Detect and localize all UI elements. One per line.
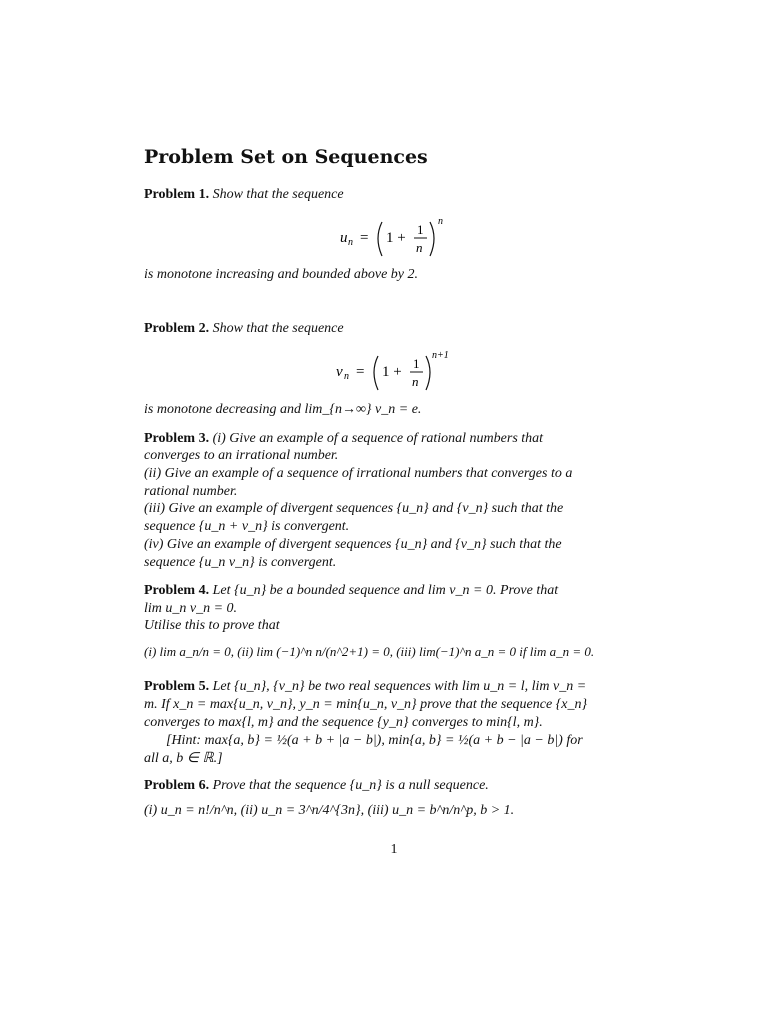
problem-3-line-8: sequence {u_n v_n} is convergent. bbox=[144, 555, 337, 570]
problem-3-line-7: (iv) Give an example of divergent sequences {u_n} and {v_n} such that the bbox=[144, 537, 562, 552]
svg-text:n: n bbox=[344, 371, 349, 382]
problem-5-line-3: converges to max{l, m} and the sequence {y_n} converges to min{l, m}. bbox=[144, 715, 543, 730]
problem-3-line-3: (ii) Give an example of a sequence of irrational numbers that converges to a bbox=[144, 466, 573, 481]
problem-6-line-2: (i) u_n = n!/n^n, (ii) u_n = 3^n/4^{3n}, (iii) u_n = b^n/n^p, b > 1. bbox=[144, 803, 515, 818]
problem-5-line-1: Let {u_n}, {v_n} be two real sequences with lim u_n = l, lim v_n = bbox=[212, 679, 587, 694]
svg-text:n+1: n+1 bbox=[432, 350, 449, 361]
problem-2-label: Problem 2. bbox=[144, 321, 210, 336]
svg-text:=: = bbox=[360, 230, 369, 246]
svg-text:=: = bbox=[356, 364, 365, 380]
problem-4-line-2: lim u_n v_n = 0. bbox=[144, 601, 238, 616]
svg-text:1 +: 1 + bbox=[382, 364, 402, 380]
problem-1-line-2: is monotone increasing and bounded above by 2. bbox=[144, 267, 418, 282]
problem-4-line-3: Utilise this to prove that bbox=[144, 618, 280, 633]
svg-text:n: n bbox=[412, 374, 419, 389]
problem-1-label: Problem 1. bbox=[144, 187, 210, 202]
svg-text:n: n bbox=[438, 216, 443, 227]
problem-5 bbox=[144, 678, 586, 695]
problem-2-line-2: is monotone decreasing and lim_{n→∞} v_n = e. bbox=[144, 402, 422, 417]
problem-4-label: Problem 4. bbox=[144, 583, 210, 598]
page-number: 1 bbox=[390, 842, 398, 857]
problem-5-line-2: m. If x_n = max{u_n, v_n}, y_n = min{u_n, v_n} prove that the sequence {x_n} bbox=[144, 697, 588, 712]
svg-text:v: v bbox=[336, 364, 343, 380]
problem-3-line-6: sequence {u_n + v_n} is convergent. bbox=[144, 519, 350, 534]
problem-3-label: Problem 3. bbox=[144, 431, 210, 446]
problem-5-line-5: all a, b ∈ ℝ.] bbox=[144, 751, 223, 766]
problem-3-line-1: (i) Give an example of a sequence of rational numbers that bbox=[212, 431, 544, 446]
problem-2-line-1: Show that the sequence bbox=[212, 321, 344, 336]
svg-text:n: n bbox=[348, 237, 353, 248]
problem-2-formula bbox=[326, 344, 466, 394]
problem-4-line-4: (i) lim a_n/n = 0, (ii) lim (−1)^n n/(n^2+1) = 0, (iii) lim(−1)^n a_n = 0 if lim a_n = 0. bbox=[144, 644, 595, 659]
problem-4 bbox=[144, 582, 558, 599]
problem-1-line-1: Show that the sequence bbox=[212, 187, 344, 202]
problem-6-label: Problem 6. bbox=[144, 778, 210, 793]
problem-2 bbox=[144, 320, 344, 337]
svg-text:1: 1 bbox=[413, 356, 420, 371]
problem-1 bbox=[144, 186, 344, 203]
problem-6-line-1: Prove that the sequence {u_n} is a null sequence. bbox=[212, 778, 489, 793]
problem-5-label: Problem 5. bbox=[144, 679, 210, 694]
svg-text:n: n bbox=[416, 240, 423, 255]
problem-5-line-4: [Hint: max{a, b} = ½(a + b + |a − b|), min{a, b} = ½(a + b − |a − b|) for bbox=[166, 733, 583, 748]
problem-4-line-1: Let {u_n} be a bounded sequence and lim v_n = 0. Prove that bbox=[212, 583, 559, 598]
problem-3-line-2: converges to an irrational number. bbox=[144, 448, 339, 463]
svg-text:u: u bbox=[340, 230, 348, 246]
problem-1-formula bbox=[330, 210, 460, 260]
problem-3-line-5: (iii) Give an example of divergent sequences {u_n} and {v_n} such that the bbox=[144, 501, 564, 516]
problem-3-line-4: rational number. bbox=[144, 484, 238, 499]
svg-text:1: 1 bbox=[417, 222, 424, 237]
problem-3 bbox=[144, 430, 543, 447]
svg-text:1 +: 1 + bbox=[386, 230, 406, 246]
page-title: Problem Set on Sequences bbox=[144, 146, 428, 168]
problem-6 bbox=[144, 777, 489, 794]
